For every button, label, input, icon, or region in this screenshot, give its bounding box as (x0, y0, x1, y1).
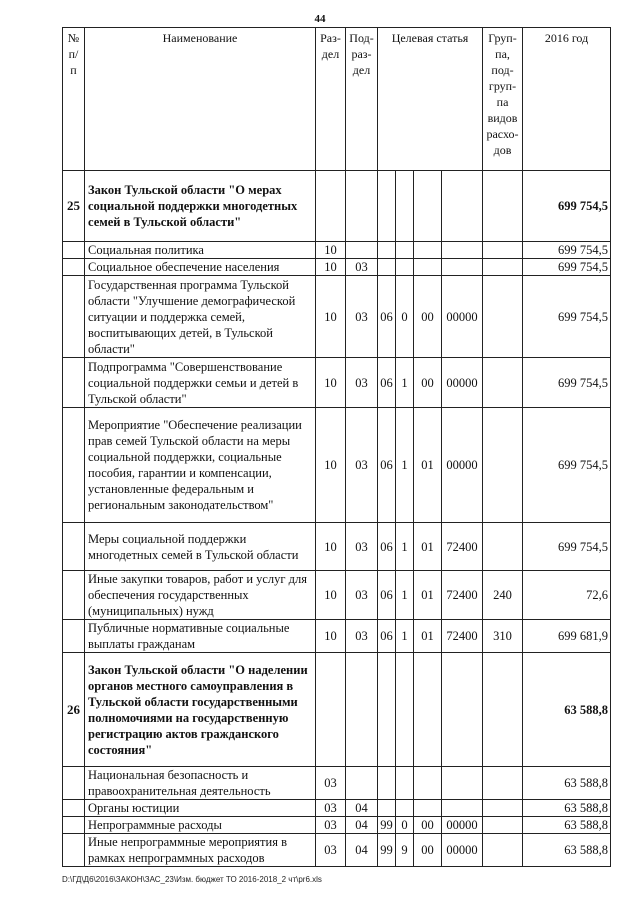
row-article-subprogram (396, 259, 414, 276)
row-section: 03 (316, 767, 346, 800)
row-expense-group (483, 767, 523, 800)
table-row (63, 653, 611, 767)
row-amount: 699 754,5 (523, 276, 611, 358)
row-amount: 699 754,5 (523, 259, 611, 276)
row-article-program (378, 242, 396, 259)
row-article-event: 01 (414, 620, 442, 653)
row-name: Закон Тульской области "О мерах социальной поддержки многодетных семей в Тульской области" (85, 171, 316, 242)
table-row (63, 571, 611, 620)
row-article-program: 06 (378, 276, 396, 358)
row-amount: 699 681,9 (523, 620, 611, 653)
row-expense-group: 310 (483, 620, 523, 653)
header-name: Наименование (85, 28, 316, 171)
row-name: Непрограммные расходы (85, 817, 316, 834)
row-name: Социальная политика (85, 242, 316, 259)
table-row (63, 817, 611, 834)
row-amount: 63 588,8 (523, 800, 611, 817)
table-body (63, 171, 611, 867)
row-expense-group (483, 408, 523, 523)
row-subsection: 03 (346, 259, 378, 276)
row-subsection: 03 (346, 276, 378, 358)
row-amount: 72,6 (523, 571, 611, 620)
row-article-subprogram (396, 171, 414, 242)
row-article-subprogram (396, 767, 414, 800)
row-num (63, 276, 85, 358)
row-article-event (414, 767, 442, 800)
row-num (63, 620, 85, 653)
row-expense-group (483, 171, 523, 242)
row-name: Социальное обеспечение населения (85, 259, 316, 276)
row-article-direction (442, 171, 483, 242)
row-name: Публичные нормативные социальные выплаты гражданам (85, 620, 316, 653)
row-subsection: 04 (346, 834, 378, 867)
row-article-event (414, 800, 442, 817)
row-article-subprogram: 9 (396, 834, 414, 867)
row-article-direction: 00000 (442, 817, 483, 834)
row-section: 03 (316, 817, 346, 834)
row-amount: 63 588,8 (523, 767, 611, 800)
row-num (63, 817, 85, 834)
row-article-subprogram: 1 (396, 408, 414, 523)
row-section: 03 (316, 800, 346, 817)
row-num (63, 571, 85, 620)
row-article-program (378, 800, 396, 817)
row-article-direction: 00000 (442, 276, 483, 358)
row-article-direction (442, 259, 483, 276)
footer-file-path: D:\ГД\Д6\2016\ЗАКОН\ЗАС_23\Изм. бюджет ТО 2016-2018_2 чт\pr6.xls (62, 875, 322, 884)
row-article-event: 00 (414, 817, 442, 834)
row-amount: 699 754,5 (523, 171, 611, 242)
table-row (63, 408, 611, 523)
row-num: 26 (63, 653, 85, 767)
row-article-program: 06 (378, 358, 396, 408)
row-article-event (414, 171, 442, 242)
row-article-event: 01 (414, 523, 442, 571)
row-article-subprogram: 1 (396, 358, 414, 408)
row-num (63, 834, 85, 867)
row-num (63, 358, 85, 408)
row-amount: 63 588,8 (523, 653, 611, 767)
row-article-program (378, 653, 396, 767)
row-article-program (378, 767, 396, 800)
table-row (63, 620, 611, 653)
row-name: Национальная безопасность и правоохранительная деятельность (85, 767, 316, 800)
row-num (63, 523, 85, 571)
table-header-row (63, 28, 611, 171)
row-section: 10 (316, 571, 346, 620)
row-section: 10 (316, 408, 346, 523)
row-subsection (346, 242, 378, 259)
header-year: 2016 год (523, 28, 611, 171)
row-subsection: 04 (346, 800, 378, 817)
row-name: Органы юстиции (85, 800, 316, 817)
row-expense-group (483, 276, 523, 358)
row-num (63, 408, 85, 523)
row-article-program: 99 (378, 834, 396, 867)
row-subsection: 04 (346, 817, 378, 834)
row-num (63, 800, 85, 817)
header-num: № п/п (63, 28, 85, 171)
row-subsection (346, 767, 378, 800)
row-expense-group (483, 259, 523, 276)
row-article-subprogram (396, 242, 414, 259)
row-expense-group (483, 800, 523, 817)
header-expense-group: Груп-па, под-груп-па видов расхо-дов (483, 28, 523, 171)
row-subsection: 03 (346, 358, 378, 408)
row-article-event (414, 242, 442, 259)
row-amount: 699 754,5 (523, 358, 611, 408)
table-row (63, 834, 611, 867)
row-subsection: 03 (346, 620, 378, 653)
row-article-subprogram: 0 (396, 276, 414, 358)
row-article-direction (442, 242, 483, 259)
row-num: 25 (63, 171, 85, 242)
row-article-direction: 00000 (442, 358, 483, 408)
budget-table (62, 27, 611, 867)
header-section: Раз-дел (316, 28, 346, 171)
row-name: Государственная программа Тульской области "Улучшение демографической ситуации и поддержка семей, воспитывающих детей, в Тульской области" (85, 276, 316, 358)
row-section: 10 (316, 358, 346, 408)
row-article-event: 00 (414, 358, 442, 408)
row-section (316, 653, 346, 767)
row-expense-group (483, 817, 523, 834)
table-row (63, 242, 611, 259)
row-article-event: 01 (414, 571, 442, 620)
row-article-direction: 72400 (442, 620, 483, 653)
row-article-event: 00 (414, 276, 442, 358)
row-article-subprogram: 1 (396, 523, 414, 571)
row-section (316, 171, 346, 242)
row-article-event: 00 (414, 834, 442, 867)
row-name: Иные закупки товаров, работ и услуг для обеспечения государственных (муниципальных) нужд (85, 571, 316, 620)
row-article-subprogram: 1 (396, 620, 414, 653)
row-name: Мероприятие "Обеспечение реализации прав семей Тульской области на меры социальной поддержки, социальные пособия, гарантии и компенсации, установленные федеральным и региональным законодательством" (85, 408, 316, 523)
row-article-direction: 72400 (442, 571, 483, 620)
row-expense-group (483, 834, 523, 867)
row-amount: 699 754,5 (523, 242, 611, 259)
row-subsection: 03 (346, 571, 378, 620)
row-article-direction (442, 767, 483, 800)
row-name: Подпрограмма "Совершенствование социальной поддержки семьи и детей в Тульской области" (85, 358, 316, 408)
header-subsection: Под-раз-дел (346, 28, 378, 171)
row-amount: 63 588,8 (523, 817, 611, 834)
row-section: 10 (316, 242, 346, 259)
row-subsection: 03 (346, 523, 378, 571)
row-name: Закон Тульской области "О наделении органов местного самоуправления в Тульской области государственными полномочиями на государственную регистрацию актов гражданского состояния" (85, 653, 316, 767)
table-row (63, 767, 611, 800)
page-number: 44 (314, 13, 326, 25)
row-article-direction (442, 800, 483, 817)
row-section: 10 (316, 523, 346, 571)
table-row (63, 259, 611, 276)
table-row (63, 171, 611, 242)
row-amount: 699 754,5 (523, 408, 611, 523)
row-article-subprogram (396, 800, 414, 817)
row-article-program: 06 (378, 408, 396, 523)
row-article-program: 06 (378, 571, 396, 620)
row-article-program (378, 259, 396, 276)
row-num (63, 259, 85, 276)
row-expense-group (483, 653, 523, 767)
table-row (63, 358, 611, 408)
row-article-direction: 72400 (442, 523, 483, 571)
row-section: 10 (316, 276, 346, 358)
row-article-event (414, 259, 442, 276)
row-amount: 63 588,8 (523, 834, 611, 867)
row-expense-group (483, 242, 523, 259)
row-section: 10 (316, 259, 346, 276)
row-article-program: 99 (378, 817, 396, 834)
row-section: 03 (316, 834, 346, 867)
row-section: 10 (316, 620, 346, 653)
row-name: Меры социальной поддержки многодетных семей в Тульской области (85, 523, 316, 571)
row-article-event (414, 653, 442, 767)
row-subsection (346, 653, 378, 767)
row-subsection (346, 171, 378, 242)
row-article-subprogram: 0 (396, 817, 414, 834)
row-article-subprogram (396, 653, 414, 767)
row-article-subprogram: 1 (396, 571, 414, 620)
row-article-direction: 00000 (442, 834, 483, 867)
row-num (63, 242, 85, 259)
row-expense-group: 240 (483, 571, 523, 620)
row-expense-group (483, 358, 523, 408)
row-article-program: 06 (378, 620, 396, 653)
row-num (63, 767, 85, 800)
row-article-direction: 00000 (442, 408, 483, 523)
row-expense-group (483, 523, 523, 571)
table-row (63, 800, 611, 817)
row-amount: 699 754,5 (523, 523, 611, 571)
table-row (63, 523, 611, 571)
row-article-program: 06 (378, 523, 396, 571)
header-target-article: Целевая статья (378, 28, 483, 171)
row-article-event: 01 (414, 408, 442, 523)
row-article-program (378, 171, 396, 242)
table-row (63, 276, 611, 358)
row-name: Иные непрограммные мероприятия в рамках непрограммных расходов (85, 834, 316, 867)
row-article-direction (442, 653, 483, 767)
row-subsection: 03 (346, 408, 378, 523)
